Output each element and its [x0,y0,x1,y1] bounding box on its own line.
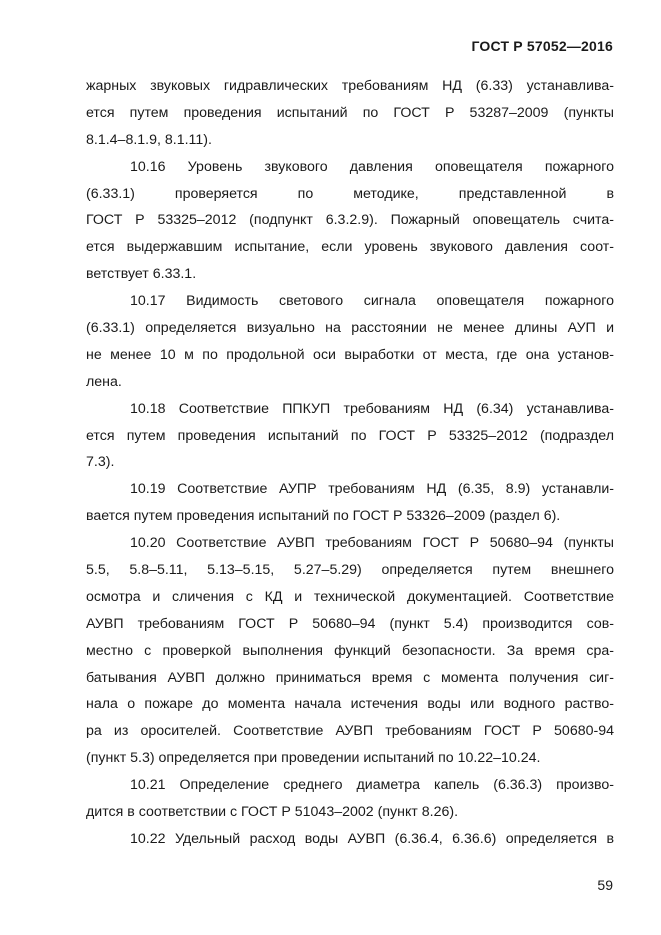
text-line: дится в соответствии с ГОСТ Р 51043–2002 (пункт 8.26). [86,804,459,821]
text-line: 10.18 Соответствие ППКУП требованиям НД (6.34) устанавлива- [130,400,614,417]
text-line: 7.3). [86,454,115,471]
text-line: ется путем проведения испытаний по ГОСТ Р 53325–2012 (подраздел [86,427,614,444]
text-line: 10.19 Соответствие АУПР требованиям НД (6.35, 8.9) устанавли- [130,481,614,498]
text-line: местно с проверкой выполнения функций безопасности. За время сра- [86,642,614,659]
text-line: батывания АУВП должно приниматься время с момента получения сиг- [86,669,614,686]
text-line: жарных звуковых гидравлических требованиям НД (6.33) устанавлива- [86,78,614,94]
text-line: ра из оросителей. Соответствие АУВП требованиям ГОСТ Р 50680-94 [86,723,614,740]
text-line: осмотра и сличения с КД и технической документацией. Соответствие [86,588,614,605]
text-line: ется выдержавшим испытание, если уровень звукового давления соот- [86,239,614,256]
text-line: 10.16 Уровень звукового давления оповещателя пожарного [130,158,614,175]
text-line: вается путем проведения испытаний по ГОСТ Р 53326–2009 (раздел 6). [86,508,561,525]
text-line: не менее 10 м по продольной оси выработки от места, где она установ- [86,346,614,363]
text-line: (пункт 5.3) определяется при проведении испытаний по 10.22–10.24. [86,750,541,767]
document-header: ГОСТ Р 57052—2016 [471,38,613,54]
text-line: 10.17 Видимость светового сигнала оповещателя пожарного [130,293,614,310]
text-line: (6.33.1) определяется визуально на расстоянии не менее длины АУП и [86,320,614,337]
text-line: ветствует 6.33.1. [86,266,197,283]
text-line: (6.33.1) проверяется по методике, представленной в [86,185,614,202]
text-line: 10.22 Удельный расход воды АУВП (6.36.4, 6.36.6) определяется в [130,830,614,847]
text-line: 10.20 Соответствие АУВП требованиям ГОСТ Р 50680–94 (пункты [130,535,614,552]
text-line: лена. [86,373,122,390]
text-line: ется путем проведения испытаний по ГОСТ Р 53287–2009 (пункты [86,104,614,121]
text-line: 8.1.4–8.1.9, 8.1.11). [86,131,212,148]
text-line: 10.21 Определение среднего диаметра капель (6.36.3) произво- [130,777,614,794]
document-body [86,73,614,853]
text-line: 5.5, 5.8–5.11, 5.13–5.15, 5.27–5.29) определяется путем внешнего [86,562,614,579]
page-number: 59 [597,877,613,893]
text-line: нала о пожаре до момента начала истечения воды или водного раство- [86,696,614,713]
text-line: ГОСТ Р 53325–2012 (подпункт 6.3.2.9). Пожарный оповещатель счита- [86,212,614,229]
text-line: АУВП требованиям ГОСТ Р 50680–94 (пункт 5.4) производится сов- [86,615,614,632]
